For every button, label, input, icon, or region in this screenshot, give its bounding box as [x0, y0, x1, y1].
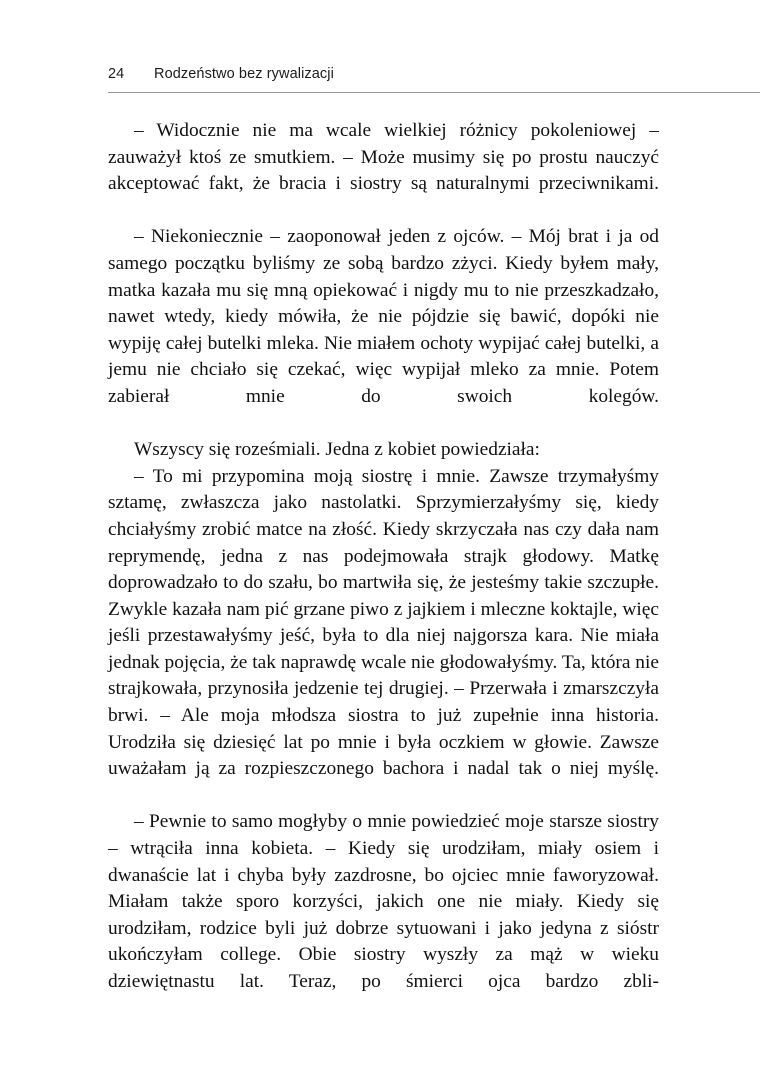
paragraph: – Niekoniecznie – zaoponował jeden z ojców. – Mój brat i ja od samego początku byliśmy ze sobą bardzo zżyci. Kiedy byłem mały, matka kazała mu się mną opiekować i nigdy mu to nie przeszkadzało, nawet wtedy, kiedy mówiła, że nie pójdzie się bawić, dopóki nie wypiję całej butelki mleka. Nie miałem ochoty wypijać całej butelki, a jemu nie chciało się czekać, więc wypijał mleko za mnie. Potem zabierał mnie do swoich kolegów.: [108, 226, 659, 407]
paragraph: – Widocznie nie ma wcale wielkiej różnicy pokoleniowej – zauważył ktoś ze smutkiem. – Może musimy się po prostu nauczyć akceptować fakt, że bracia i siostry są naturalnymi przeciwnikami.: [108, 120, 659, 195]
paragraph: – Pewnie to samo mogłyby o mnie powiedzieć moje starsze siostry – wtrąciła inna kobieta. – Kiedy się urodziłam, miały osiem i dwanaście lat i chyba były zazdrosne, bo ojciec mnie faworyzował. Miałam także sporo korzyści, jakich one nie miały. Kiedy się urodziłam, rodzice byli już dobrze sytuowani i jako jedyna z sióstr ukończyłam college. Obie siostry wyszły za mąż w wieku dziewiętnastu lat. Teraz, po śmierci ojca bardzo zbli-: [108, 811, 659, 992]
body-text-block: [108, 118, 659, 1022]
running-title: Rodzeństwo bez rywalizacji: [154, 66, 334, 82]
paragraph: Wszyscy się roześmiali. Jedna z kobiet powiedziała:: [134, 439, 540, 461]
running-head: [108, 66, 760, 90]
page-number: 24: [108, 66, 125, 82]
header-rule: [108, 92, 760, 93]
paragraph: – To mi przypomina moją siostrę i mnie. Zawsze trzymałyśmy sztamę, zwłaszcza jako nastolatki. Sprzymierzałyśmy się, kiedy chciałyśmy zrobić matce na złość. Kiedy skrzyczała nas czy dała nam reprymendę, jedna z nas podejmowała strajk głodowy. Matkę doprowadzało to do szału, bo martwiła się, że jesteśmy takie szczupłe. Zwykle kazała nam pić grzane piwo z jajkiem i mleczne koktajle, więc jeśli przestawałyśmy jeść, była to dla niej najgorsza kara. Nie miała jednak pojęcia, że tak naprawdę wcale nie głodowałyśmy. Ta, która nie strajkowała, przynosiła jedzenie tej drugiej. – Przerwała i zmarszczyła brwi. – Ale moja młodsza siostra to już zupełnie inna historia. Urodziła się dziesięć lat po mnie i była oczkiem w głowie. Zawsze uważałam ją za rozpieszczonego bachora i nadal tak o niej myślę.: [108, 465, 659, 780]
